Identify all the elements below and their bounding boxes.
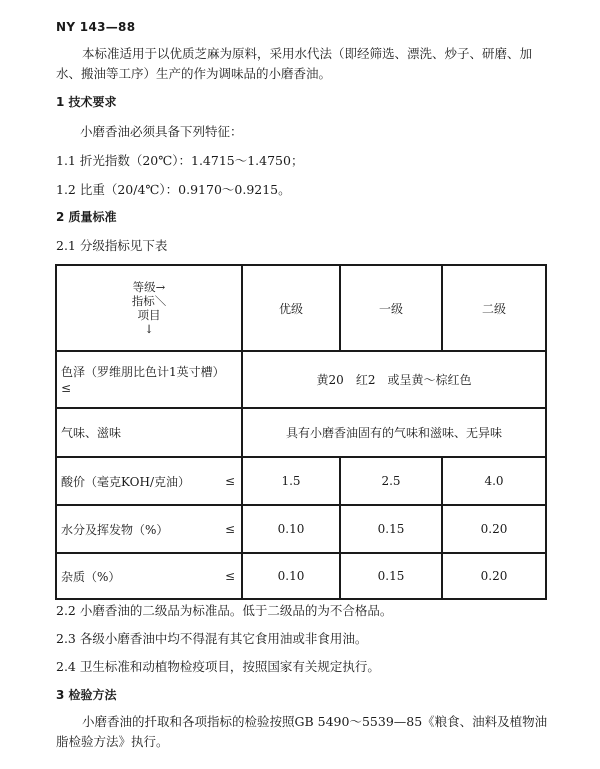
grade-header-second: 二级 — [442, 265, 546, 351]
lte-symbol: ≤ — [61, 380, 72, 395]
row-label-color — [56, 351, 242, 408]
clause-1-1: 1.1 折光指数（20℃）：1.4715～1.4750； — [56, 153, 304, 168]
acid-value-premium: 1.5 — [242, 457, 340, 505]
row-label-odor: 气味、滋味 — [56, 408, 242, 457]
section-3-heading: 3 检验方法 — [56, 688, 117, 702]
corner-arrow: ↓ — [144, 322, 154, 336]
lte-symbol: ≤ — [224, 522, 235, 536]
moisture-value-second: 0.20 — [442, 505, 546, 553]
row-label-impurity — [56, 553, 242, 599]
section-1-heading: 1 技术要求 — [56, 95, 117, 109]
section-2-heading: 2 质量标准 — [56, 210, 117, 224]
color-value-merged: 黄20 红2 或呈黄～棕红色 — [242, 351, 546, 408]
section-3-text: 小磨香油的扦取和各项指标的检验按照GB 5490～5539—85《粮食、油料及植物油脂检验方法》执行。 — [56, 714, 548, 749]
table-row — [56, 505, 546, 553]
row-label-moisture — [56, 505, 242, 553]
acid-value-first: 2.5 — [340, 457, 442, 505]
section-1-lead: 小磨香油必须具备下列特征： — [80, 124, 243, 139]
corner-grade-label: 等级→ — [132, 280, 166, 294]
lte-symbol: ≤ — [224, 474, 235, 488]
intro-paragraph: 本标准适用于以优质芝麻为原料，采用水代法（即经筛选、漂洗、炒子、研磨、加水、搬油等工序）生产的作为调味品的小磨香油。 — [56, 46, 533, 81]
table-row — [56, 457, 546, 505]
impurity-value-first: 0.15 — [340, 553, 442, 599]
corner-indicator-label: 指标＼ — [131, 294, 167, 308]
grade-header-first: 一级 — [340, 265, 442, 351]
row-label-acid-text: 酸价（毫克KOH/克油） — [61, 474, 190, 489]
row-label-color-text: 色泽（罗维朋比色计1英寸槽） — [61, 364, 225, 379]
table-row — [56, 351, 546, 408]
table-row — [56, 408, 546, 457]
odor-value-merged: 具有小磨香油固有的气味和滋味、无异味 — [242, 408, 546, 457]
clause-2-4: 2.4 卫生标准和动植物检疫项目，按照国家有关规定执行。 — [56, 659, 380, 674]
clause-2-3: 2.3 各级小磨香油中均不得混有其它食用油或非食用油。 — [56, 631, 368, 646]
standard-code: NY 143—88 — [56, 20, 136, 34]
table-row — [56, 553, 546, 599]
clause-1-2: 1.2 比重（20/4℃）：0.9170～0.9215。 — [56, 182, 291, 197]
impurity-value-second: 0.20 — [442, 553, 546, 599]
row-label-moisture-text: 水分及挥发物（%） — [61, 522, 169, 537]
clause-2-2: 2.2 小磨香油的二级品为标准品。低于二级品的为不合格品。 — [56, 603, 393, 618]
table-header-row — [56, 265, 546, 351]
impurity-value-premium: 0.10 — [242, 553, 340, 599]
acid-value-second: 4.0 — [442, 457, 546, 505]
table-corner-cell — [56, 265, 242, 351]
row-label-impurity-text: 杂质（%） — [61, 569, 121, 584]
lte-symbol: ≤ — [224, 569, 235, 583]
moisture-value-first: 0.15 — [340, 505, 442, 553]
grade-header-premium: 优级 — [242, 265, 340, 351]
moisture-value-premium: 0.10 — [242, 505, 340, 553]
corner-item-label: 项目 — [137, 308, 161, 322]
grade-table — [55, 264, 547, 600]
clause-2-1: 2.1 分级指标见下表 — [56, 238, 168, 253]
row-label-acid — [56, 457, 242, 505]
